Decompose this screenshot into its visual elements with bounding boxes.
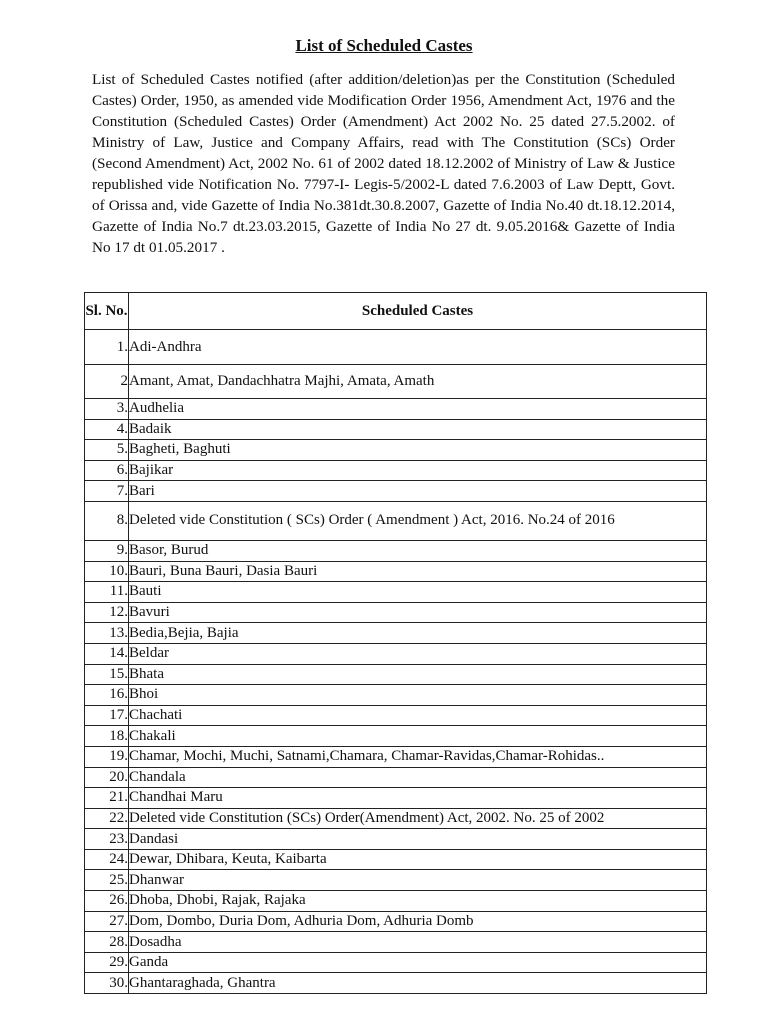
table-row (85, 460, 707, 481)
table-row (85, 726, 707, 747)
scheduled-castes-table (84, 292, 707, 994)
row-sl: 4. (85, 419, 129, 440)
row-caste: Chakali (129, 726, 707, 747)
table-row (85, 561, 707, 582)
row-sl: 23. (85, 829, 129, 850)
row-caste: Badaik (129, 419, 707, 440)
row-sl: 2 (85, 365, 129, 399)
row-caste: Amant, Amat, Dandachhatra Majhi, Amata, Amath (129, 365, 707, 399)
table-row (85, 911, 707, 932)
row-caste: Basor, Burud (129, 540, 707, 561)
row-caste: Bagheti, Baghuti (129, 440, 707, 461)
table-row (85, 643, 707, 664)
row-sl: 14. (85, 643, 129, 664)
table-header-row (85, 293, 707, 330)
row-caste: Deleted vide Constitution (SCs) Order(Amendment) Act, 2002. No. 25 of 2002 (129, 808, 707, 829)
row-caste: Chachati (129, 705, 707, 726)
row-sl: 24. (85, 849, 129, 870)
table-row (85, 330, 707, 365)
row-sl: 1. (85, 330, 129, 365)
row-sl: 29. (85, 952, 129, 973)
row-sl: 22. (85, 808, 129, 829)
page-title: List of Scheduled Castes (295, 36, 473, 55)
table-row (85, 664, 707, 685)
table-row (85, 849, 707, 870)
row-sl: 21. (85, 788, 129, 809)
table-row (85, 788, 707, 809)
row-sl: 20. (85, 767, 129, 788)
row-caste: Bauti (129, 582, 707, 603)
row-caste: Chandhai Maru (129, 788, 707, 809)
table-row (85, 399, 707, 420)
row-caste: Dewar, Dhibara, Keuta, Kaibarta (129, 849, 707, 870)
row-caste: Audhelia (129, 399, 707, 420)
table-row (85, 582, 707, 603)
row-sl: 8. (85, 501, 129, 540)
table-row (85, 602, 707, 623)
row-caste: Dom, Dombo, Duria Dom, Adhuria Dom, Adhuria Domb (129, 911, 707, 932)
row-sl: 3. (85, 399, 129, 420)
table-row (85, 540, 707, 561)
table-row (85, 952, 707, 973)
table-row (85, 440, 707, 461)
row-sl: 5. (85, 440, 129, 461)
row-caste: Dhanwar (129, 870, 707, 891)
row-caste: Dosadha (129, 932, 707, 953)
intro-paragraph: List of Scheduled Castes notified (after addition/deletion)as per the Constitution (Scheduled Castes) Order, 1950, as amended vide Modification Order 1956, Amendment Act, 1976 and the Constitution (Scheduled Castes) Order (Amendment) Act 2002 No. 25 dated 27.5.2002. of Ministry of Law, Justice and Company Affairs, read with The Constitution (SCs) Order (Second Amendment) Act, 2002 No. 61 of 2002 dated 18.12.2002 of Ministry of Law & Justice republished vide Notification No. 7797-I- Legis-5/2002-L dated 7.6.2003 of Law Deptt, Govt. of Orissa and, vide Gazette of India No.381dt.30.8.2007, Gazette of India No.40 dt.18.12.2014, Gazette of India No.7 dt.23.03.2015, Gazette of India No 27 dt. 9.05.2016& Gazette of India No 17 dt 01.05.2017 . (92, 71, 675, 256)
row-sl: 30. (85, 973, 129, 994)
row-sl: 19. (85, 746, 129, 767)
table-row (85, 808, 707, 829)
row-caste: Beldar (129, 643, 707, 664)
table-row (85, 365, 707, 399)
header-sl-no: Sl. No. (85, 293, 129, 330)
table-row (85, 419, 707, 440)
row-caste: Deleted vide Constitution ( SCs) Order ( Amendment ) Act, 2016. No.24 of 2016 (129, 501, 707, 540)
row-caste: Dhoba, Dhobi, Rajak, Rajaka (129, 891, 707, 912)
row-sl: 7. (85, 481, 129, 502)
table-row (85, 891, 707, 912)
row-caste: Bhata (129, 664, 707, 685)
row-caste: Bhoi (129, 685, 707, 706)
table-row (85, 829, 707, 850)
row-sl: 13. (85, 623, 129, 644)
row-caste: Chamar, Mochi, Muchi, Satnami,Chamara, Chamar-Ravidas,Chamar-Rohidas.. (129, 746, 707, 767)
row-sl: 9. (85, 540, 129, 561)
row-caste: Dandasi (129, 829, 707, 850)
table-row (85, 870, 707, 891)
table-row (85, 746, 707, 767)
row-sl: 15. (85, 664, 129, 685)
row-sl: 28. (85, 932, 129, 953)
row-sl: 16. (85, 685, 129, 706)
row-caste: Ghantaraghada, Ghantra (129, 973, 707, 994)
row-caste: Bari (129, 481, 707, 502)
row-sl: 26. (85, 891, 129, 912)
header-scheduled-castes: Scheduled Castes (129, 293, 707, 330)
row-sl: 6. (85, 460, 129, 481)
row-caste: Adi-Andhra (129, 330, 707, 365)
table-row (85, 705, 707, 726)
row-sl: 25. (85, 870, 129, 891)
row-caste: Chandala (129, 767, 707, 788)
table-row (85, 501, 707, 540)
row-caste: Ganda (129, 952, 707, 973)
table-row (85, 767, 707, 788)
row-sl: 17. (85, 705, 129, 726)
row-sl: 27. (85, 911, 129, 932)
table-row (85, 481, 707, 502)
row-caste: Bajikar (129, 460, 707, 481)
table-row (85, 685, 707, 706)
row-caste: Bedia,Bejia, Bajia (129, 623, 707, 644)
row-sl: 12. (85, 602, 129, 623)
row-caste: Bauri, Buna Bauri, Dasia Bauri (129, 561, 707, 582)
row-sl: 10. (85, 561, 129, 582)
table-row (85, 623, 707, 644)
table-row (85, 973, 707, 994)
row-caste: Bavuri (129, 602, 707, 623)
row-sl: 11. (85, 582, 129, 603)
table-row (85, 932, 707, 953)
row-sl: 18. (85, 726, 129, 747)
